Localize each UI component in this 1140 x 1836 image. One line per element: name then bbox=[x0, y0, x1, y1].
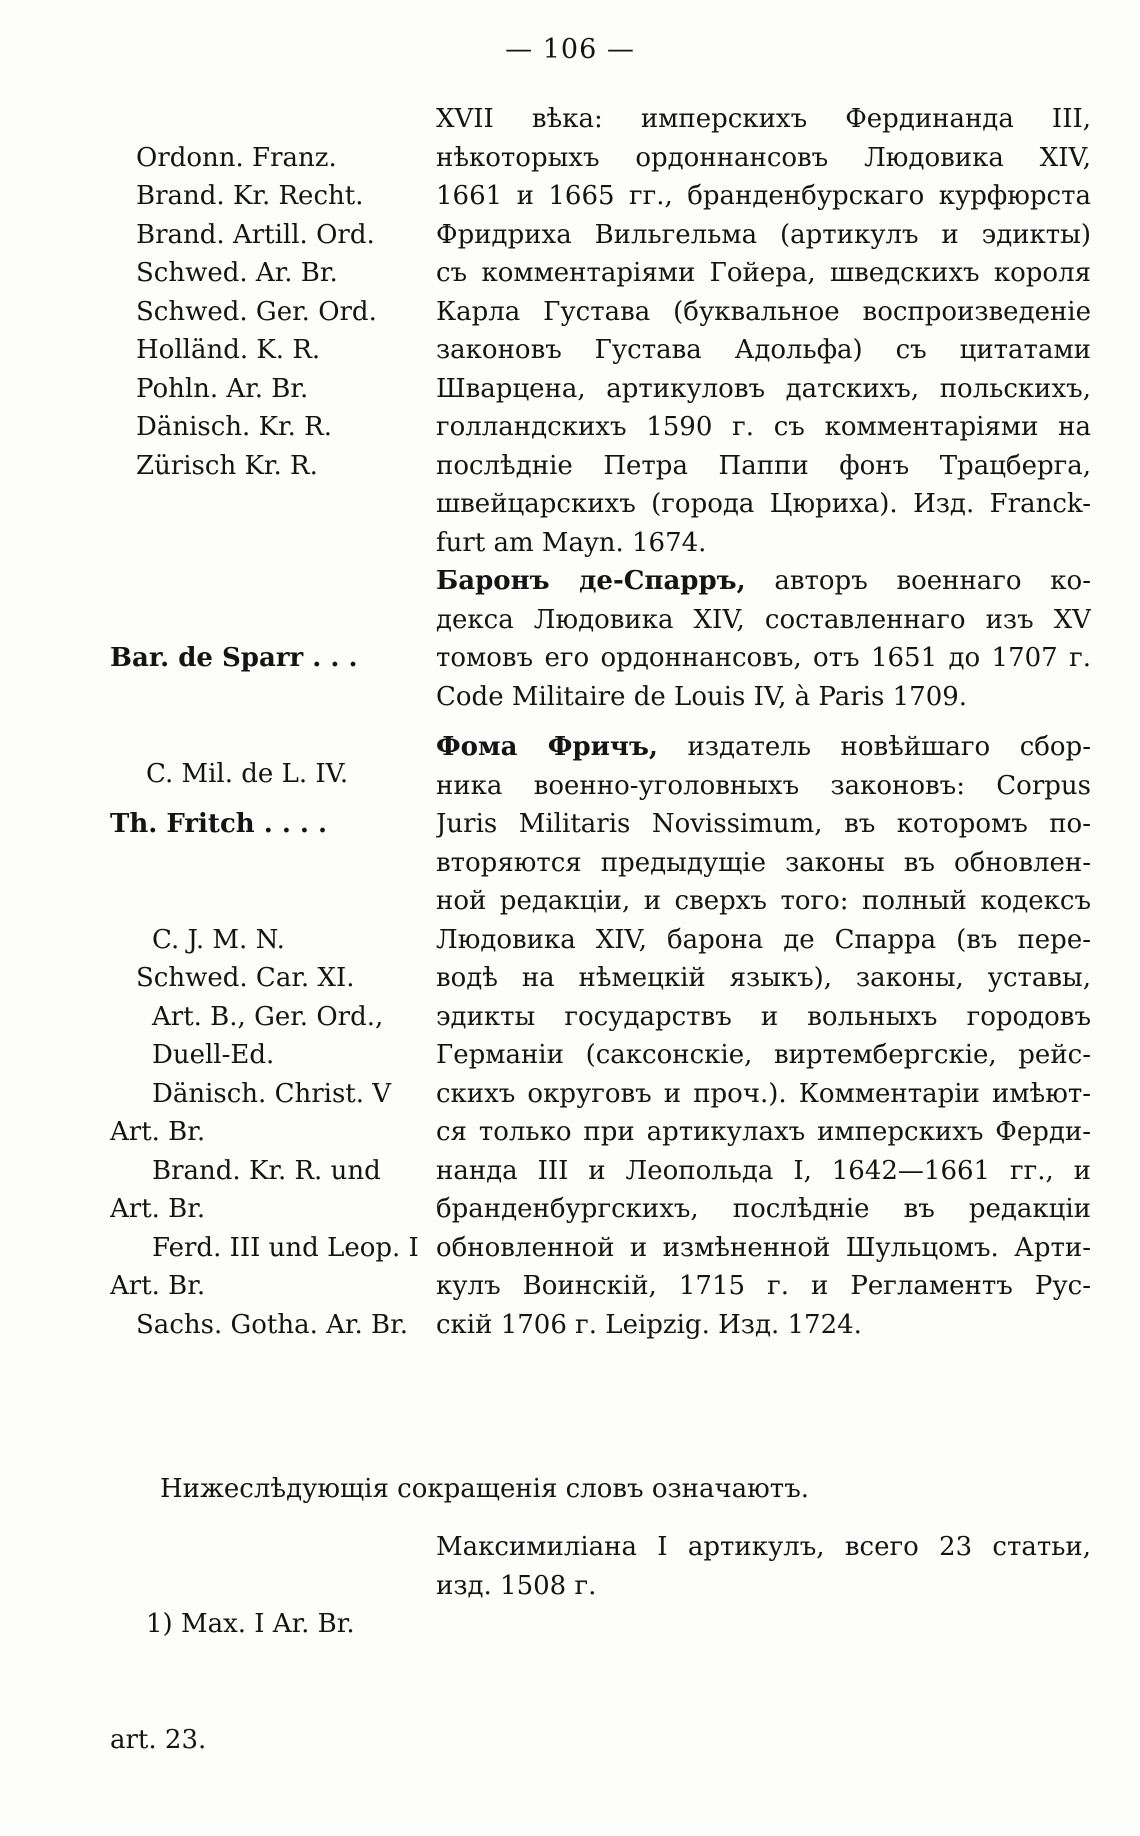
description-line: вторяются предыдущіе законы въ обновлен- bbox=[436, 847, 1091, 878]
description-line: Карла Густава (буквальное воспроизведеніе bbox=[436, 296, 1091, 327]
section3-description bbox=[436, 728, 1091, 1344]
section3-first-line bbox=[436, 728, 1091, 767]
description-line: Германіи (саксонскіе, виртембергскіе, рейс- bbox=[436, 1040, 1091, 1070]
description-line: обновленной и измѣненной Шульцомъ. Арти- bbox=[436, 1232, 1091, 1263]
description-line: Шварцена, артикуловъ датскихъ, польскихъ, bbox=[436, 373, 1091, 404]
description-line: законовъ Густава Адольфа) съ цитатами bbox=[436, 335, 1091, 365]
description-line: эдикты государствъ и вольныхъ городовъ bbox=[436, 1001, 1091, 1032]
section2-first-line-rest: авторъ военнаго ко- bbox=[745, 566, 1091, 596]
description-line: нанда III и Леопольда I, 1642—1661 гг., и bbox=[436, 1155, 1091, 1186]
description-line: голландскихъ 1590 г. съ комментаріями на bbox=[436, 412, 1091, 442]
footnote-abbreviation bbox=[110, 1528, 430, 1836]
abbreviation-line: Ordonn. Franz. bbox=[136, 142, 337, 173]
abbreviation-line: Brand. Kr. Recht. bbox=[136, 181, 364, 211]
abbreviation-line: Art. B., Ger. Ord., bbox=[152, 1001, 384, 1032]
description-line: Людовика XIV, барона де Спарра (въ пере- bbox=[436, 924, 1091, 955]
abbreviation-line: Duell-Ed. bbox=[152, 1040, 275, 1070]
footnote-desc-line1: Максимиліана I артикулъ, всего 23 статьи, bbox=[436, 1532, 1091, 1562]
description-line: съ комментаріями Гойера, шведскихъ короля bbox=[436, 258, 1091, 288]
description-line: Juris Militaris Novissimum, въ которомъ по- bbox=[436, 809, 1091, 839]
description-line: скій 1706 г. Leipzig. Изд. 1724. bbox=[436, 1309, 862, 1340]
description-line: швейцарскихъ (города Цюриха). Изд. Franck- bbox=[436, 489, 1091, 519]
description-line: послѣдніе Петра Паппи фонъ Трацберга, bbox=[436, 450, 1091, 481]
abbreviation-line bbox=[110, 100, 425, 139]
description-line: 1661 и 1665 гг., бранденбурскаго курфюрста bbox=[436, 181, 1091, 211]
abbreviation-line: Schwed. Ger. Ord. bbox=[136, 296, 377, 327]
abbreviation-line: Zürisch Kr. R. bbox=[136, 450, 318, 481]
abbreviation-line: Schwed. Ar. Br. bbox=[136, 258, 338, 288]
footnote-description bbox=[436, 1528, 1091, 1605]
abbreviation-line: Ferd. III und Leop. I bbox=[152, 1232, 419, 1263]
abbreviation-line: Sachs. Gotha. Ar. Br. bbox=[136, 1309, 408, 1340]
description-line: Code Militaire de Louis IV, à Paris 1709. bbox=[436, 681, 968, 712]
abbreviation-line: Holländ. K. R. bbox=[136, 335, 321, 365]
abbreviation-line: Brand. Artill. Ord. bbox=[136, 219, 375, 250]
section3-first-line-rest: издатель новѣйшаго сбор- bbox=[657, 732, 1091, 762]
section1-description bbox=[436, 100, 1091, 562]
abbreviation-line: Pohln. Ar. Br. bbox=[136, 373, 309, 404]
description-line: томовъ его ордоннансовъ, отъ 1651 до 1707 г. bbox=[436, 643, 1091, 673]
section2-description bbox=[436, 562, 1091, 716]
abbreviation-line: Brand. Kr. R. und bbox=[152, 1155, 381, 1186]
description-line: кулъ Воинскій, 1715 г. и Регламентъ Рус- bbox=[436, 1271, 1091, 1301]
description-line: ника военно-уголовныхъ законовъ: Corpus bbox=[436, 770, 1091, 801]
abbreviation-line: Art. Br. bbox=[110, 1271, 206, 1301]
description-line: XVII вѣка: имперскихъ Фердинанда III, bbox=[436, 104, 1091, 134]
section2-author-name: Баронъ де-Спарръ, bbox=[436, 566, 746, 596]
description-line: водѣ на нѣмецкій языкъ), законы, уставы, bbox=[436, 963, 1091, 993]
footnote-abbr-line1: 1) Max. I Ar. Br. bbox=[146, 1609, 355, 1639]
description-line: декса Людовика XIV, составленнаго изъ XV bbox=[436, 604, 1091, 635]
description-line: нѣкоторыхъ ордоннансовъ Людовика XIV, bbox=[436, 142, 1091, 173]
abbreviation-line: Schwed. Car. XI. bbox=[136, 963, 355, 993]
description-line: скихъ округовъ и проч.). Комментаріи имѣют- bbox=[436, 1078, 1091, 1109]
footnote-abbr-line2: art. 23. bbox=[110, 1724, 207, 1755]
page-number: — 106 — bbox=[505, 34, 635, 65]
abbreviation-line: Dänisch. Christ. V bbox=[152, 1078, 392, 1109]
section1-abbreviations bbox=[110, 100, 425, 485]
description-line: ся только при артикулахъ имперскихъ Ферди- bbox=[436, 1117, 1091, 1147]
description-line: бранденбургскихъ, послѣдніе въ редакціи bbox=[436, 1194, 1091, 1224]
section3-abbreviations bbox=[110, 728, 425, 1344]
abbreviation-line: C. J. M. N. bbox=[152, 924, 285, 955]
section2-ref-abbr: C. Mil. de L. IV. bbox=[146, 758, 349, 789]
description-line: ной редакціи, и сверхъ того: полный кодексъ bbox=[436, 886, 1091, 916]
section2-first-line bbox=[436, 562, 1091, 601]
abbreviations-heading: Нижеслѣдующія сокращенія словъ означаютъ. bbox=[160, 1474, 809, 1504]
abbreviation-line: Dänisch. Kr. R. bbox=[136, 412, 332, 442]
section2-author-abbr: Bar. de Sparr . . . bbox=[110, 643, 358, 673]
section3-author-name: Фома Фричъ, bbox=[436, 732, 658, 762]
description-line: furt am Mayn. 1674. bbox=[436, 527, 707, 558]
abbreviation-line: Art. Br. bbox=[110, 1117, 206, 1147]
footnote-desc-line2: изд. 1508 г. bbox=[436, 1570, 597, 1601]
section3-author-abbr: Th. Fritch . . . . bbox=[110, 809, 328, 839]
description-line: Фридриха Вильгельма (артикулъ и эдикты) bbox=[436, 219, 1091, 250]
abbreviation-line: Art. Br. bbox=[110, 1194, 206, 1224]
